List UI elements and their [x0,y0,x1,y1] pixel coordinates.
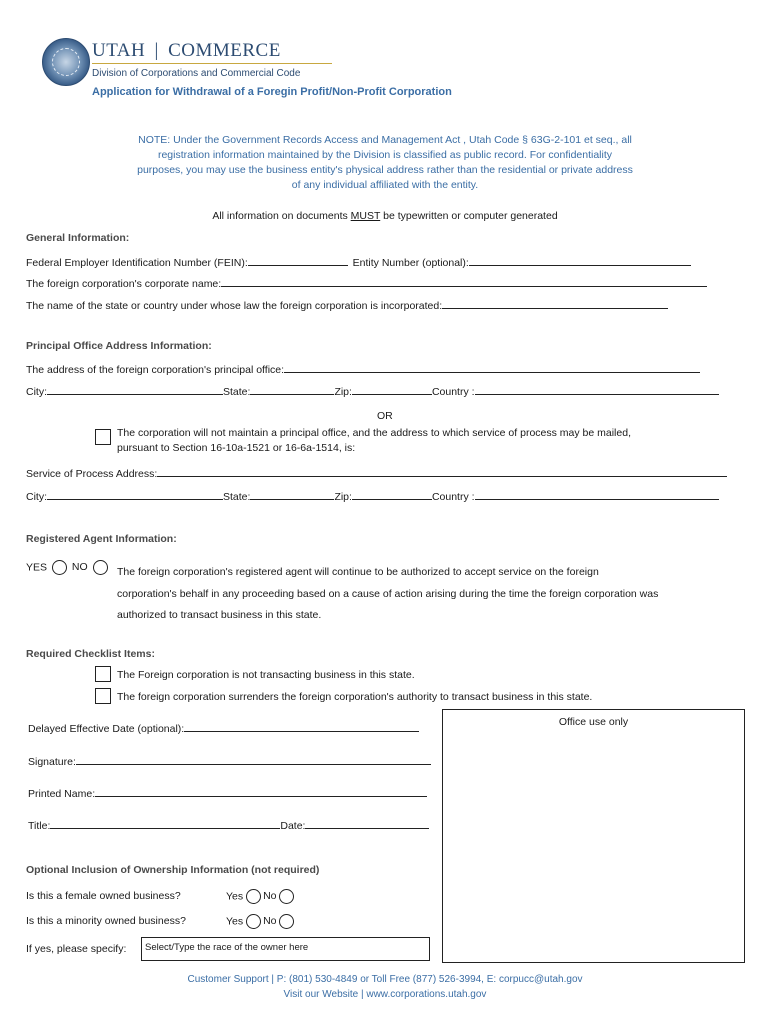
agent-yes-no [26,560,108,575]
principal-address-row [26,361,700,377]
specify-label: If yes, please specify: [26,943,127,955]
service-zip-field[interactable] [352,488,432,500]
minority-no-label: No [263,915,277,928]
service-city-field[interactable] [47,488,223,500]
city-label: City: [26,386,47,398]
note-line-3: purposes, you may use the business entity's physical address rather than the residential or private address [137,164,633,176]
state-field[interactable] [250,383,334,395]
agent-yes-radio[interactable] [52,560,67,575]
incorporation-state-row [26,297,668,313]
service-address-label: Service of Process Address: [26,468,158,480]
date-field[interactable] [305,817,429,829]
division-name: Division of Corporations and Commercial Code [92,68,301,79]
footer [0,972,770,1002]
owner-race-select[interactable] [141,937,430,961]
country-field[interactable] [475,383,719,395]
note-line-1: NOTE: Under the Government Records Access and Management Act , Utah Code § 63G-2-101 et seq., all [138,134,632,146]
principal-address-label: The address of the foreign corporation's principal office: [26,364,285,376]
principal-address-field[interactable] [284,361,700,373]
footer-support: Customer Support | P: (801) 530-4849 or Toll Free (877) 526-3994, E: corpucc@utah.gov [187,974,583,985]
brand-title [92,40,281,62]
printed-name-row [28,785,427,801]
must-emphasis: MUST [350,210,381,222]
minority-no-radio[interactable] [279,914,294,929]
title-date-row [28,817,429,833]
female-no-label: No [263,890,277,903]
female-yes-radio[interactable] [246,889,261,904]
delayed-date-row [28,720,419,736]
checklist-item-2-label: The foreign corporation surrenders the foreign corporation's authority to transact business in this state. [117,691,593,703]
owner-race-placeholder: Select/Type the race of the owner here [145,942,309,953]
delayed-date-label: Delayed Effective Date (optional): [28,723,185,735]
service-address-row [26,465,727,481]
public-record-note [80,133,690,193]
no-principal-office-checkbox[interactable] [95,429,111,445]
date-label: Date: [280,820,306,832]
footer-website: Visit our Website | www.corporations.utah.gov [283,989,487,1000]
brand-rule [92,63,332,64]
agent-no-label: NO [71,561,88,574]
female-owned-row [26,889,294,904]
service-zip-label: Zip: [334,491,352,503]
signature-label: Signature: [28,756,76,768]
minority-owned-row [26,914,294,929]
utah-state-seal-logo [42,38,90,86]
service-state-field[interactable] [250,488,334,500]
minority-owned-question: Is this a minority owned business? [26,915,186,928]
incorporation-state-field[interactable] [442,297,668,309]
registered-agent-heading: Registered Agent Information: [26,533,177,545]
principal-office-heading: Principal Office Address Information: [26,340,212,352]
fein-label: Federal Employer Identification Number (FEIN): [26,257,248,269]
entity-number-field[interactable] [469,254,691,266]
incorporation-state-label: The name of the state or country under whose law the foreign corporation is incorporated: [26,300,443,312]
minority-yes-label: Yes [226,915,244,928]
title-field[interactable] [50,817,280,829]
note-line-2: registration information maintained by the Division is classified as public record. For confidentiality [157,149,613,161]
corporate-name-label: The foreign corporation's corporate name: [26,278,222,290]
principal-city-row [26,383,719,399]
fein-row [26,254,691,270]
general-info-heading: General Information: [26,232,130,244]
signature-field[interactable] [76,753,431,765]
corporate-name-field[interactable] [221,275,707,287]
female-no-radio[interactable] [279,889,294,904]
printed-name-field[interactable] [95,785,427,797]
agent-statement: The foreign corporation's registered agent will continue to be authorized to accept service on the foreign corporation's behalf in any proceeding based on a cause of action arising during the time the foreign corporation was authorized to transact business in this state. [117,566,659,621]
female-owned-question: Is this a female owned business? [26,890,181,903]
delayed-date-field[interactable] [184,720,419,732]
office-use-box [442,709,745,963]
minority-yes-radio[interactable] [246,914,261,929]
office-use-label: Office use only [558,716,629,728]
agent-no-radio[interactable] [93,560,108,575]
title-label: Title: [28,820,51,832]
service-address-field[interactable] [157,465,727,477]
country-label: Country : [431,386,475,398]
note-line-4: of any individual affiliated with the entity. [291,179,479,191]
ownership-heading: Optional Inclusion of Ownership Information (not required) [26,864,320,876]
no-principal-office-text: The corporation will not maintain a principal office, and the address to which service of process may be mailed, pursuant to Section 16-10a-1521 or 16-6a-1514, is: [117,427,631,454]
service-city-label: City: [26,491,47,503]
service-state-label: State: [223,491,251,503]
brand-utah: UTAH [92,40,146,61]
city-field[interactable] [47,383,223,395]
signature-row [28,753,431,769]
entity-number-label: Entity Number (optional): [352,257,469,269]
typewritten-notice: All information on documents MUST be typewritten or computer generated [212,210,558,222]
checklist-item-1-label: The Foreign corporation is not transacting business in this state. [117,669,415,681]
zip-label: Zip: [334,386,352,398]
printed-name-label: Printed Name: [28,788,96,800]
service-country-label: Country : [431,491,475,503]
form-title: Application for Withdrawal of a Foregin Profit/Non-Profit Corporation [92,86,452,98]
female-yes-label: Yes [226,890,244,903]
checklist-heading: Required Checklist Items: [26,648,155,660]
zip-field[interactable] [352,383,432,395]
state-label: State: [223,386,251,398]
checklist-item-2-checkbox[interactable] [95,688,111,704]
brand-separator: | [154,40,159,61]
service-city-row [26,488,719,504]
corporate-name-row [26,275,707,291]
brand-commerce: COMMERCE [168,40,281,61]
or-divider: OR [377,410,393,422]
agent-yes-label: YES [26,561,48,574]
fein-field[interactable] [248,254,348,266]
service-country-field[interactable] [475,488,719,500]
checklist-item-1-checkbox[interactable] [95,666,111,682]
